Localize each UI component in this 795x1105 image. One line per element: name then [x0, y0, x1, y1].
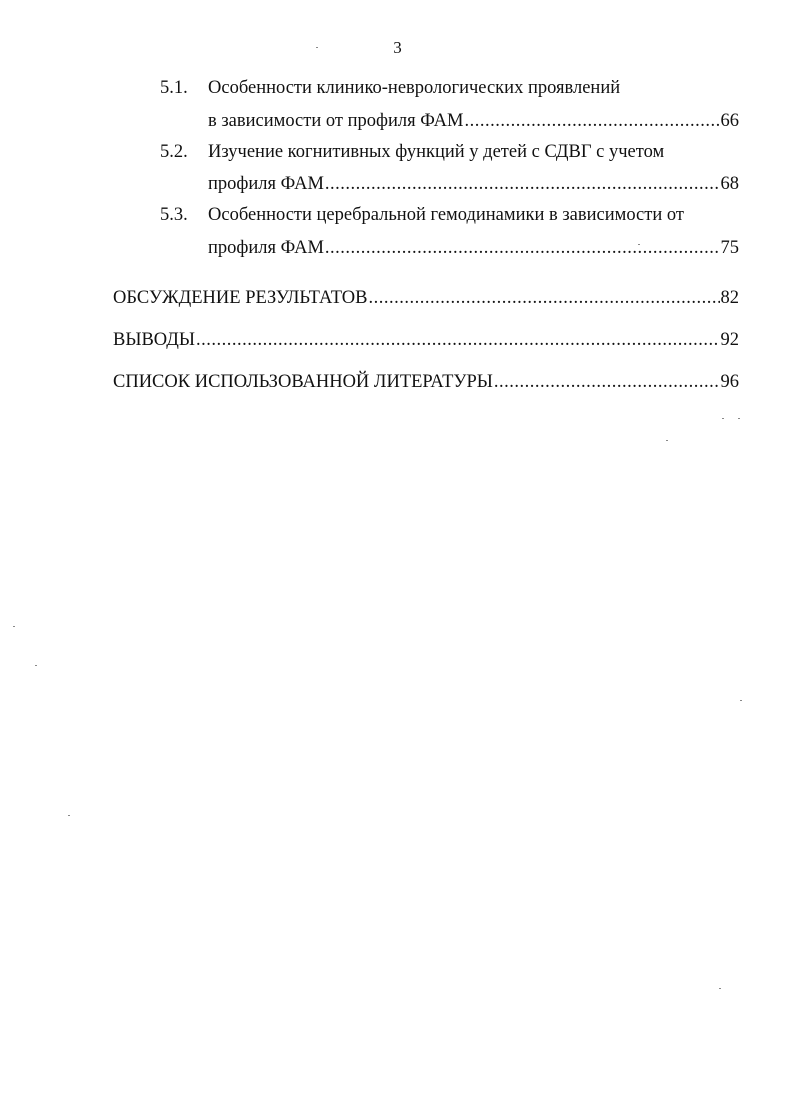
toc-section-title: ОБСУЖДЕНИЕ РЕЗУЛЬТАТОВ	[113, 288, 368, 308]
toc-item-title: Изучение когнитивных функций у детей с СДВГ с учетом	[208, 142, 665, 162]
dot-leader	[325, 236, 720, 260]
page-number: 3	[393, 38, 402, 57]
dot-leader	[494, 370, 720, 394]
toc-page-number: 82	[720, 288, 739, 308]
toc-page-number: 75	[720, 238, 739, 258]
toc-section-title: СПИСОК ИСПОЛЬЗОВАННОЙ ЛИТЕРАТУРЫ	[113, 372, 493, 392]
dot-leader	[196, 328, 719, 352]
scan-speck	[13, 626, 15, 627]
toc-item-number: 5.3.	[160, 205, 188, 225]
toc-entry[interactable]	[208, 109, 739, 133]
toc-section-title: ВЫВОДЫ	[113, 330, 196, 350]
toc-page-number: 92	[720, 330, 739, 350]
dot-leader	[325, 172, 720, 196]
dot-leader	[368, 286, 719, 310]
scan-speck	[740, 700, 742, 701]
toc-item-title-continued: профиля ФАМ	[208, 174, 324, 194]
scan-speck	[666, 440, 668, 441]
toc-entry[interactable]	[208, 172, 739, 196]
scan-speck	[638, 244, 640, 245]
scan-speck	[738, 418, 740, 419]
toc-item-title: Особенности клинико-неврологических проявлений	[208, 78, 621, 98]
toc-page-number: 96	[720, 372, 739, 392]
toc-entry[interactable]	[208, 236, 739, 260]
toc-page-number: 68	[720, 174, 739, 194]
dot-leader	[465, 109, 720, 133]
scan-speck	[68, 815, 70, 816]
toc-page-number: 66	[720, 111, 739, 131]
toc-item-title-continued: профиля ФАМ	[208, 238, 324, 258]
toc-section[interactable]	[113, 328, 739, 352]
scan-speck	[316, 47, 318, 48]
toc-section[interactable]	[113, 286, 739, 310]
scan-speck	[35, 665, 37, 666]
toc-item-title: Особенности церебральной гемодинамики в зависимости от	[208, 205, 684, 225]
scan-speck	[722, 418, 724, 419]
scan-speck	[719, 988, 721, 989]
toc-section[interactable]	[113, 370, 739, 394]
toc-item-number: 5.2.	[160, 142, 188, 162]
toc-item-title-continued: в зависимости от профиля ФАМ	[208, 111, 464, 131]
toc-item-number: 5.1.	[160, 78, 188, 98]
